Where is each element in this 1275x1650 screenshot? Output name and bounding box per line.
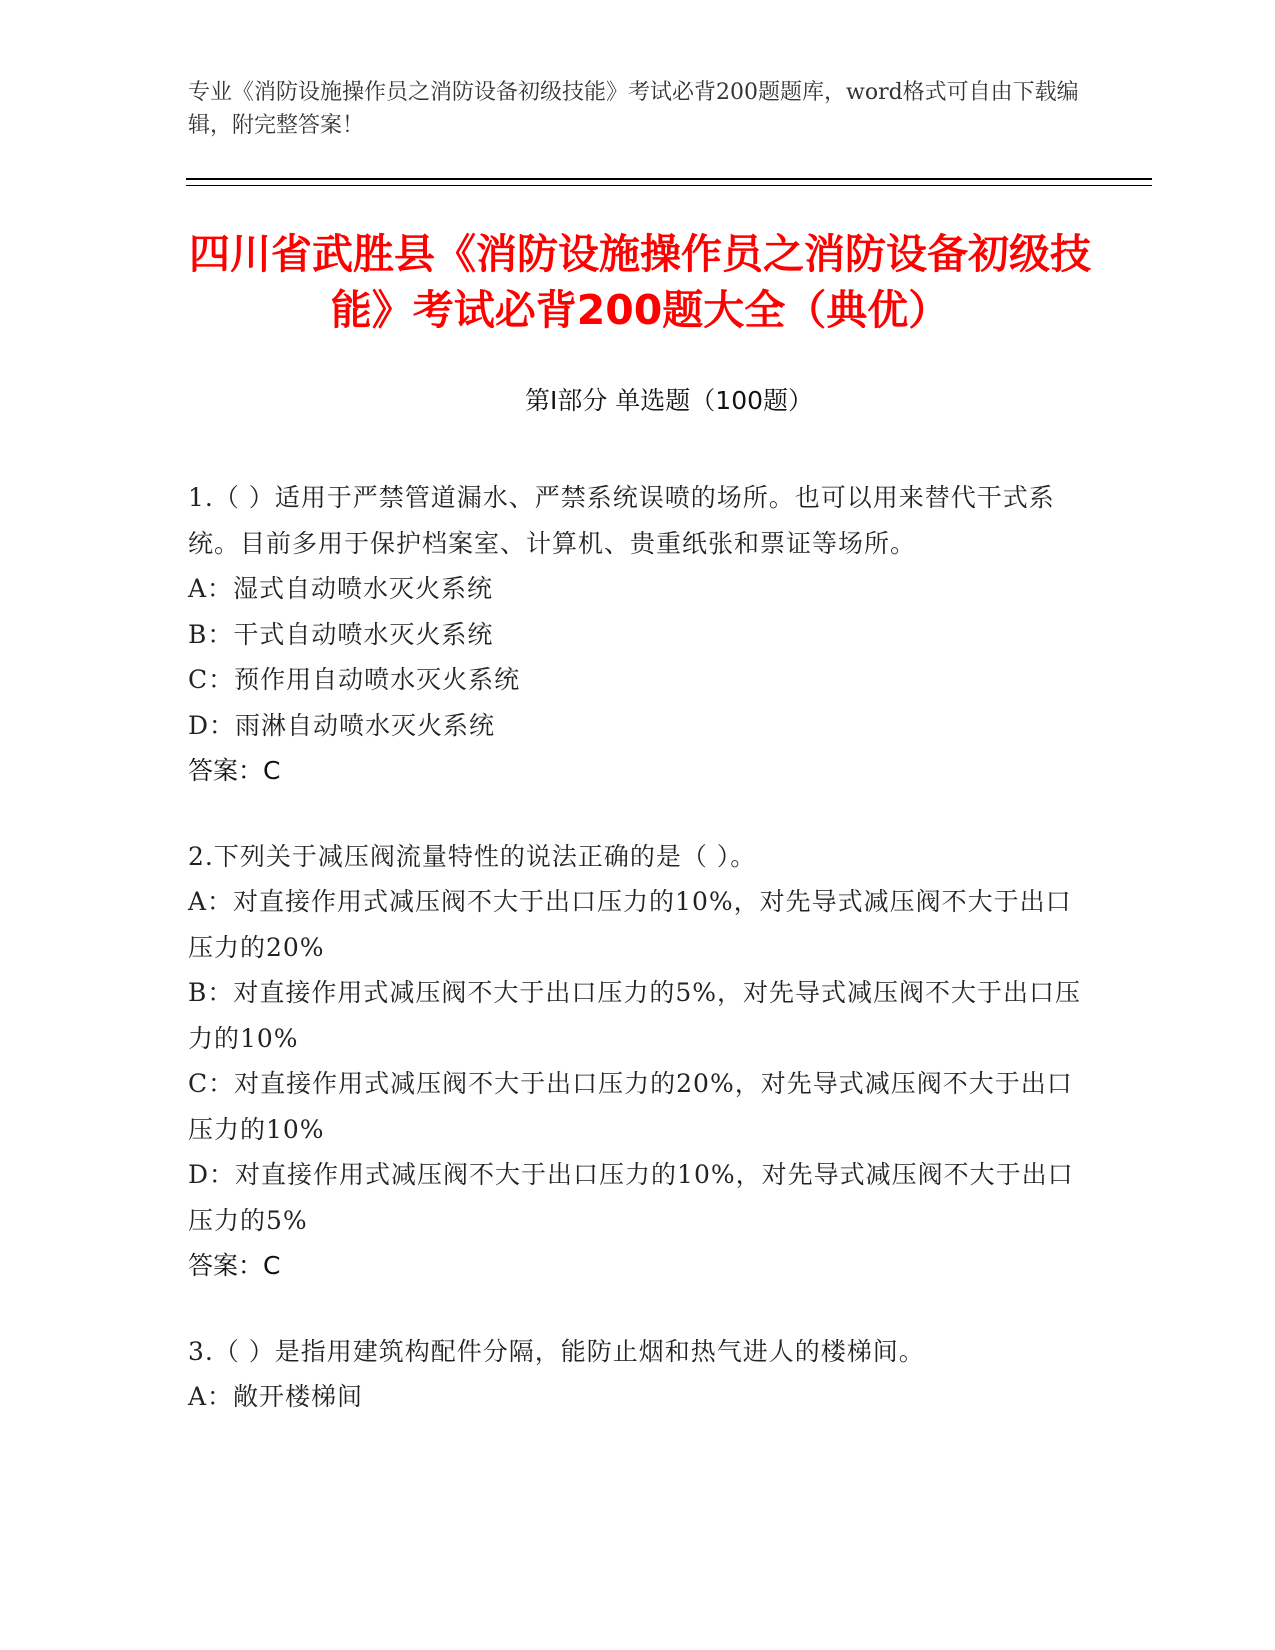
option-a: A：敞开楼梯间 [188, 1382, 364, 1411]
option-b: B：对直接作用式减压阀不大于出口压力的5%，对先导式减压阀不大于出口压力的10% [188, 978, 1082, 1053]
section-title: 第I部分 单选题（100题） [524, 386, 814, 415]
answer: 答案：C [188, 1251, 281, 1280]
question-2 [188, 834, 1088, 1289]
option-a: A：湿式自动喷水灭火系统 [188, 574, 494, 603]
option-b: B：干式自动喷水灭火系统 [188, 619, 494, 649]
document-title: 四川省武胜县《消防设施操作员之消防设备初级技能》考试必背200题大全（典优） [189, 230, 1091, 334]
question-list [188, 475, 1088, 1460]
option-d: D：对直接作用式减压阀不大于出口压力的10%，对先导式减压阀不大于出口压力的5% [188, 1160, 1074, 1235]
header-rule-thin [186, 185, 1152, 186]
question-1 [188, 475, 1088, 794]
question-text: 1.（ ）适用于严禁管道漏水、严禁系统误喷的场所。也可以用来替代干式系统。目前多用于保护档案室、计算机、贵重纸张和票证等场所。 [188, 483, 1055, 558]
option-a: A：对直接作用式减压阀不大于出口压力的10%，对先导式减压阀不大于出口压力的20% [188, 887, 1072, 962]
document-intro: 专业《消防设施操作员之消防设备初级技能》考试必背200题题库，word格式可自由下载编辑，附完整答案！ [188, 80, 1079, 138]
option-c: C：对直接作用式减压阀不大于出口压力的20%，对先导式减压阀不大于出口压力的10% [188, 1069, 1073, 1144]
question-text: 2.下列关于减压阀流量特性的说法正确的是（ ）。 [188, 841, 757, 871]
option-c: C：预作用自动喷水灭火系统 [188, 665, 521, 694]
question-text: 3.（ ）是指用建筑构配件分隔，能防止烟和热气进人的楼梯间。 [188, 1336, 925, 1366]
answer: 答案：C [188, 756, 281, 785]
header-rule-thick [186, 178, 1152, 180]
option-d: D：雨淋自动喷水灭火系统 [188, 710, 496, 740]
question-3 [188, 1329, 1088, 1420]
